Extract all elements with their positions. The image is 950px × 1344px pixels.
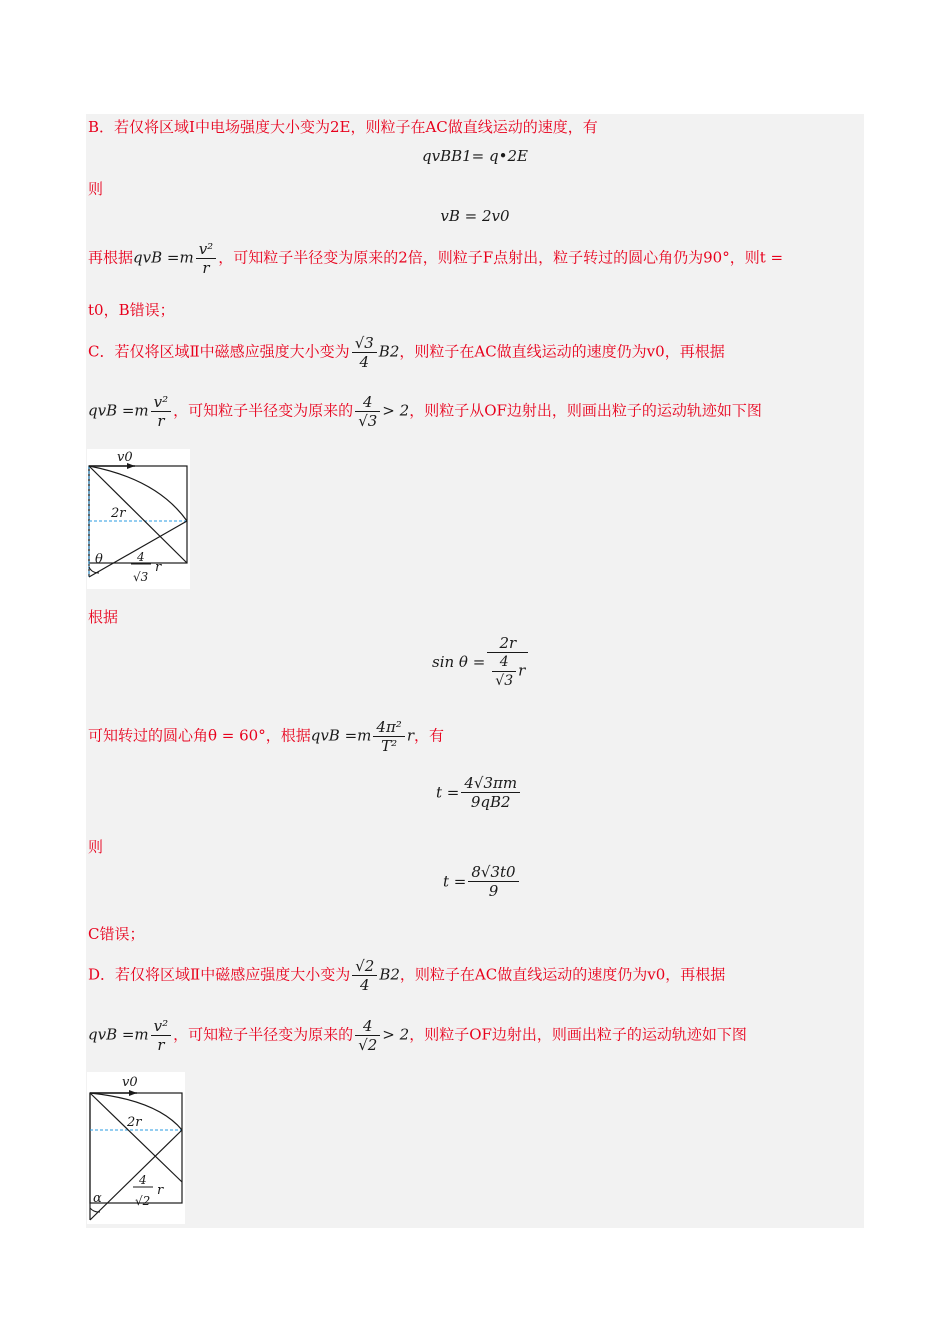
c-text2: ，则粒子在AC做直线运动的速度仍为v0，再根据 (399, 342, 725, 361)
c-line1 (88, 334, 725, 371)
c-fraction2: $\frac{\text{v²}}{r}$ (151, 393, 172, 430)
c-fig-v0: v0 (117, 450, 133, 465)
c-text3: ，可知粒子半径变为原来的 (173, 401, 354, 420)
c-genju: 根据 (88, 608, 119, 626)
c-fig-num: 4 (137, 550, 145, 564)
d-fraction2: $\frac{\text{v²}}{r}$ (151, 1017, 172, 1054)
c-gt: > 2 (382, 401, 410, 420)
b-ze: 则 (88, 180, 104, 198)
c-fraction4: $\frac{\text{4π²}}{\text{T²}}$ (373, 718, 404, 755)
c-trajectory-figure (87, 449, 190, 589)
c-fig-den: √3 (133, 570, 149, 584)
c-fig-r: r (155, 560, 162, 575)
c-b2: B2 (378, 342, 400, 361)
c-t-eq: t = $\frac{4√3\pi m}{9qB2}$ (436, 774, 522, 811)
d-fraction3: $\frac{4}{√2}$ (355, 1017, 380, 1054)
c-t2-eq: t = $\frac{8√3t0}{9}$ (443, 863, 521, 900)
d-fig-num: 4 (139, 1173, 147, 1187)
d-line1: D．若仅将区域Ⅱ中磁感应强度大小变为 $\frac{√2}{4}$ B2，则粒子在AC做直线运动的速度仍为v0，再根据 (88, 957, 726, 994)
c-line2 (88, 393, 762, 430)
c-wrong: C错误； (88, 925, 145, 943)
d-fig-2r: 2r (127, 1115, 142, 1130)
d-fig-v0: v0 (122, 1075, 138, 1090)
c-sin-eq: sin θ = 2r $\frac{4}{√3}$ r (432, 634, 530, 690)
d-fig-den: √2 (135, 1194, 151, 1208)
b-text2: ，可知粒子半径变为原来的2倍，则粒子F点射出，粒子转过的圆心角仍为90°，则t = (218, 248, 784, 267)
b-text1: 再根据 (88, 248, 134, 267)
c-line3: 可知转过的圆心角θ = 60°，根据qvB =m $\frac{\text{4π²}}{\text{T²}}$ r，有 (88, 718, 445, 755)
d-line2: qvB =m $\frac{\text{v²}}{r}$ ，可知粒子半径变为原来的 $\frac{4}{√2}$ > 2，则粒子OF边射出，则画出粒子的运动轨迹如下图 (88, 1017, 747, 1054)
d-fig-alpha: α (93, 1191, 102, 1206)
b-formula: qvB =m (133, 248, 194, 267)
b-eq2: vB = 2v0 (440, 207, 510, 225)
b-eq1: qvBB1= q•2E (422, 147, 528, 165)
d-trajectory-figure (87, 1072, 185, 1224)
b-line2: t0，B错误； (88, 301, 175, 319)
b-fraction: $\frac{\text{v²}}{r}$ (196, 240, 217, 277)
c-text4: ，则粒子从OF边射出，则画出粒子的运动轨迹如下图 (409, 401, 762, 420)
c-fraction: $\frac{√3}{4}$ (352, 334, 377, 371)
c-fig-2r: 2r (111, 506, 126, 521)
c-sin-frac: 2r $\frac{4}{√3}$ r (487, 634, 528, 690)
c-fraction3: $\frac{4}{√3}$ (355, 393, 380, 430)
c-ze: 则 (88, 838, 104, 856)
d-fraction: $\frac{√2}{4}$ (352, 957, 377, 994)
c-text1: C．若仅将区域Ⅱ中磁感应强度大小变为 (88, 342, 350, 361)
c-formula: qvB =m (88, 401, 149, 420)
b-statement: B．若仅将区域Ⅰ中电场强度大小变为2E，则粒子在AC做直线运动的速度，有 (88, 118, 598, 136)
c-fig-theta: θ (95, 552, 103, 567)
d-fig-r: r (157, 1183, 164, 1198)
b-line1 (88, 240, 783, 277)
